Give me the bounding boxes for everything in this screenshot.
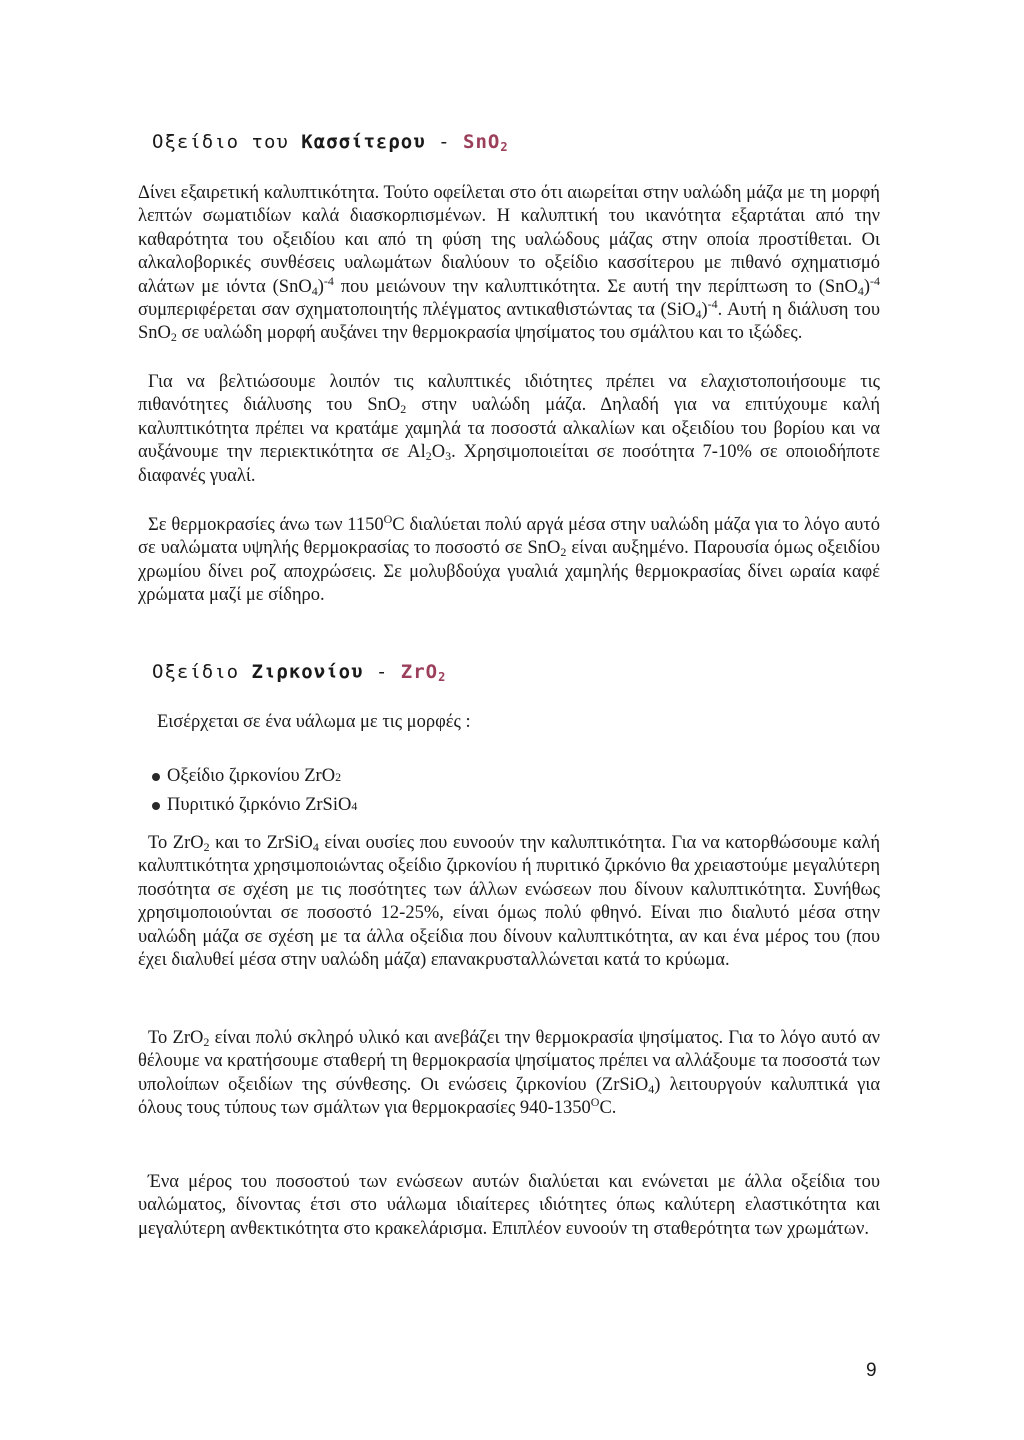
heading-formula: SnO$_2$ (463, 131, 509, 154)
heading-separator: - (425, 131, 463, 153)
heading-prefix: Οξείδιο του (152, 131, 302, 153)
paragraph-zirconium-properties: Ένα μέρος του ποσοστού των ενώσεων αυτών διαλύεται και ενώνεται με άλλα οξείδια του υαλώματος, δίνοντας έτσι στο υάλωμα ιδιαίτερες ιδιότητες όπως καλύτερη ελαστικότητα και μεγαλύτερη ανθεκτικότητα στο κρακελάρισμα. Επιπλέον ευνοούν τη σταθερότητα των χρωμάτων. (138, 1172, 880, 1239)
list-item: Οξείδιο ζιρκονίου ZrO 2 (152, 762, 357, 791)
heading-separator: - (363, 661, 401, 683)
paragraph-zirconium-coverage: Το ZrO$_2$ και το ZrSiO$_4$ είναι ουσίες που ευνοούν την καλυπτικότητα. Για να κατορθώσουμε καλή καλυπτικότητα χρησιμοποιώντας οξείδιο ζιρκονίου ή πυριτικό ζιρκόνιο θα χρειαστούμε μεγαλύτερη ποσότητα σε σχέση με τις ποσότητες των άλλων ενώσεων που δίνουν καλυπτικότητα. Συνήθως χρησιμοποιούνται σε ποσοστό 12-25%, είναι όμως πολύ φθηνό. Είναι πιο διαλυτό μέσα στην υαλώδη μάζα σε σχέση με τα άλλα οξείδια που δίνουν καλυπτικότητα, αν και ένα μέρος του (που έχει διαλυθεί μέσα στην υαλώδη μάζα) επανακρυσταλλώνεται κατά το κρύωμα. (138, 833, 880, 971)
heading-word: Ζιρκονίου (251, 661, 364, 683)
heading-formula: ZrO$_2$ (400, 661, 447, 684)
zirconium-forms-list (152, 762, 357, 820)
heading-prefix: Οξείδιο (152, 661, 252, 683)
paragraph-zirconium-hardness: Το ZrO$_2$ είναι πολύ σκληρό υλικό και ανεβάζει την θερμοκρασία ψησίματος. Για το λόγο αυτό αν θέλουμε να κρατήσουμε σταθερή τη θερμοκρασία ψησίματος πρέπει να αλλάξουμε τα ποσοστά των υπολοίπων οξειδίων της σύνθεσης. Οι ενώσεις ζιρκονίου (ZrSiO$_4$) λειτουργούν καλυπτικά για όλους τους τύπους των σμάλτων για θερμοκρασίες $940-1350^OC$. (138, 1028, 881, 1119)
section-heading-zirconium-oxide (152, 660, 446, 684)
bullet-icon (152, 773, 160, 781)
paragraph-tin-coverage: Δίνει εξαιρετική καλυπτικότητα. Τούτο οφείλεται στο ότι αιωρείται στην υαλώδη μάζα με τη μορφή λεπτών σωματιδίων καλά διασκορπισμένων. Η καλυπτική του ικανότητα εξαρτάται από την καθαρότητα του οξειδίου και από τη φύση της υαλώδους μάζας στην οποία προστίθεται. Οι αλκαλοβορικές συνθέσεις υαλωμάτων διαλύουν το οξείδιο κασσίτερου με πιθανό σχηματισμό αλάτων με ιόντα $(SnO_4)^{-4}$ που μειώνουν την καλυπτικότητα. Σε αυτή την περίπτωση το $(SnO_4)^{-4}$ συμπεριφέρεται σαν σχηματοποιητής πλέγματος αντικαθιστώντας τα $(SiO_4)^{-4}$. Αυτή η διάλυση του SnO$_2$ σε υαλώδη μορφή αυξάνει την θερμοκρασία ψησίματος του σμάλτου και το ιξώδες. (138, 183, 880, 345)
paragraph-tin-improvement: Για να βελτιώσουμε λοιπόν τις καλυπτικές ιδιότητες πρέπει να ελαχιστοποιήσουμε τις πιθανότητες διάλυσης του SnO$_2$ στην υαλώδη μάζα. Δηλαδή για να επιτύχουμε καλή καλυπτικότητα πρέπει να κρατάμε χαμηλά τα ποσοστά αλκαλίων και οξειδίου του βορίου και να αυξάνουμε την περιεκτικότητα σε $Al_2O_3$. Χρησιμοποιείται σε ποσότητα 7-10% σε οποιοδήποτε διαφανές γυαλί. (138, 372, 880, 486)
section-heading-tin-oxide (152, 130, 509, 154)
zirconium-intro: Εισέρχεται σε ένα υάλωμα με τις μορφές : (157, 712, 471, 732)
heading-word: Κασσίτερου (301, 131, 426, 153)
list-item: Πυριτικό ζιρκόνιο ZrSiO 4 (152, 791, 357, 820)
page-number: 9 (866, 1360, 877, 1381)
paragraph-tin-temperature: Σε θερμοκρασίες άνω των $1150^OC$ διαλύεται πολύ αργά μέσα στην υαλώδη μάζα για το λόγο αυτό σε υαλώματα υψηλής θερμοκρασίας το ποσοστό σε SnO$_2$ είναι αυξημένο. Παρουσία όμως οξειδίου χρωμίου δίνει ροζ αποχρώσεις. Σε μολυβδούχα γυαλιά χαμηλής θερμοκρασίας δίνει ωραία καφέ χρώματα μαζί με σίδηρο. (138, 512, 880, 606)
bullet-icon (152, 802, 160, 810)
